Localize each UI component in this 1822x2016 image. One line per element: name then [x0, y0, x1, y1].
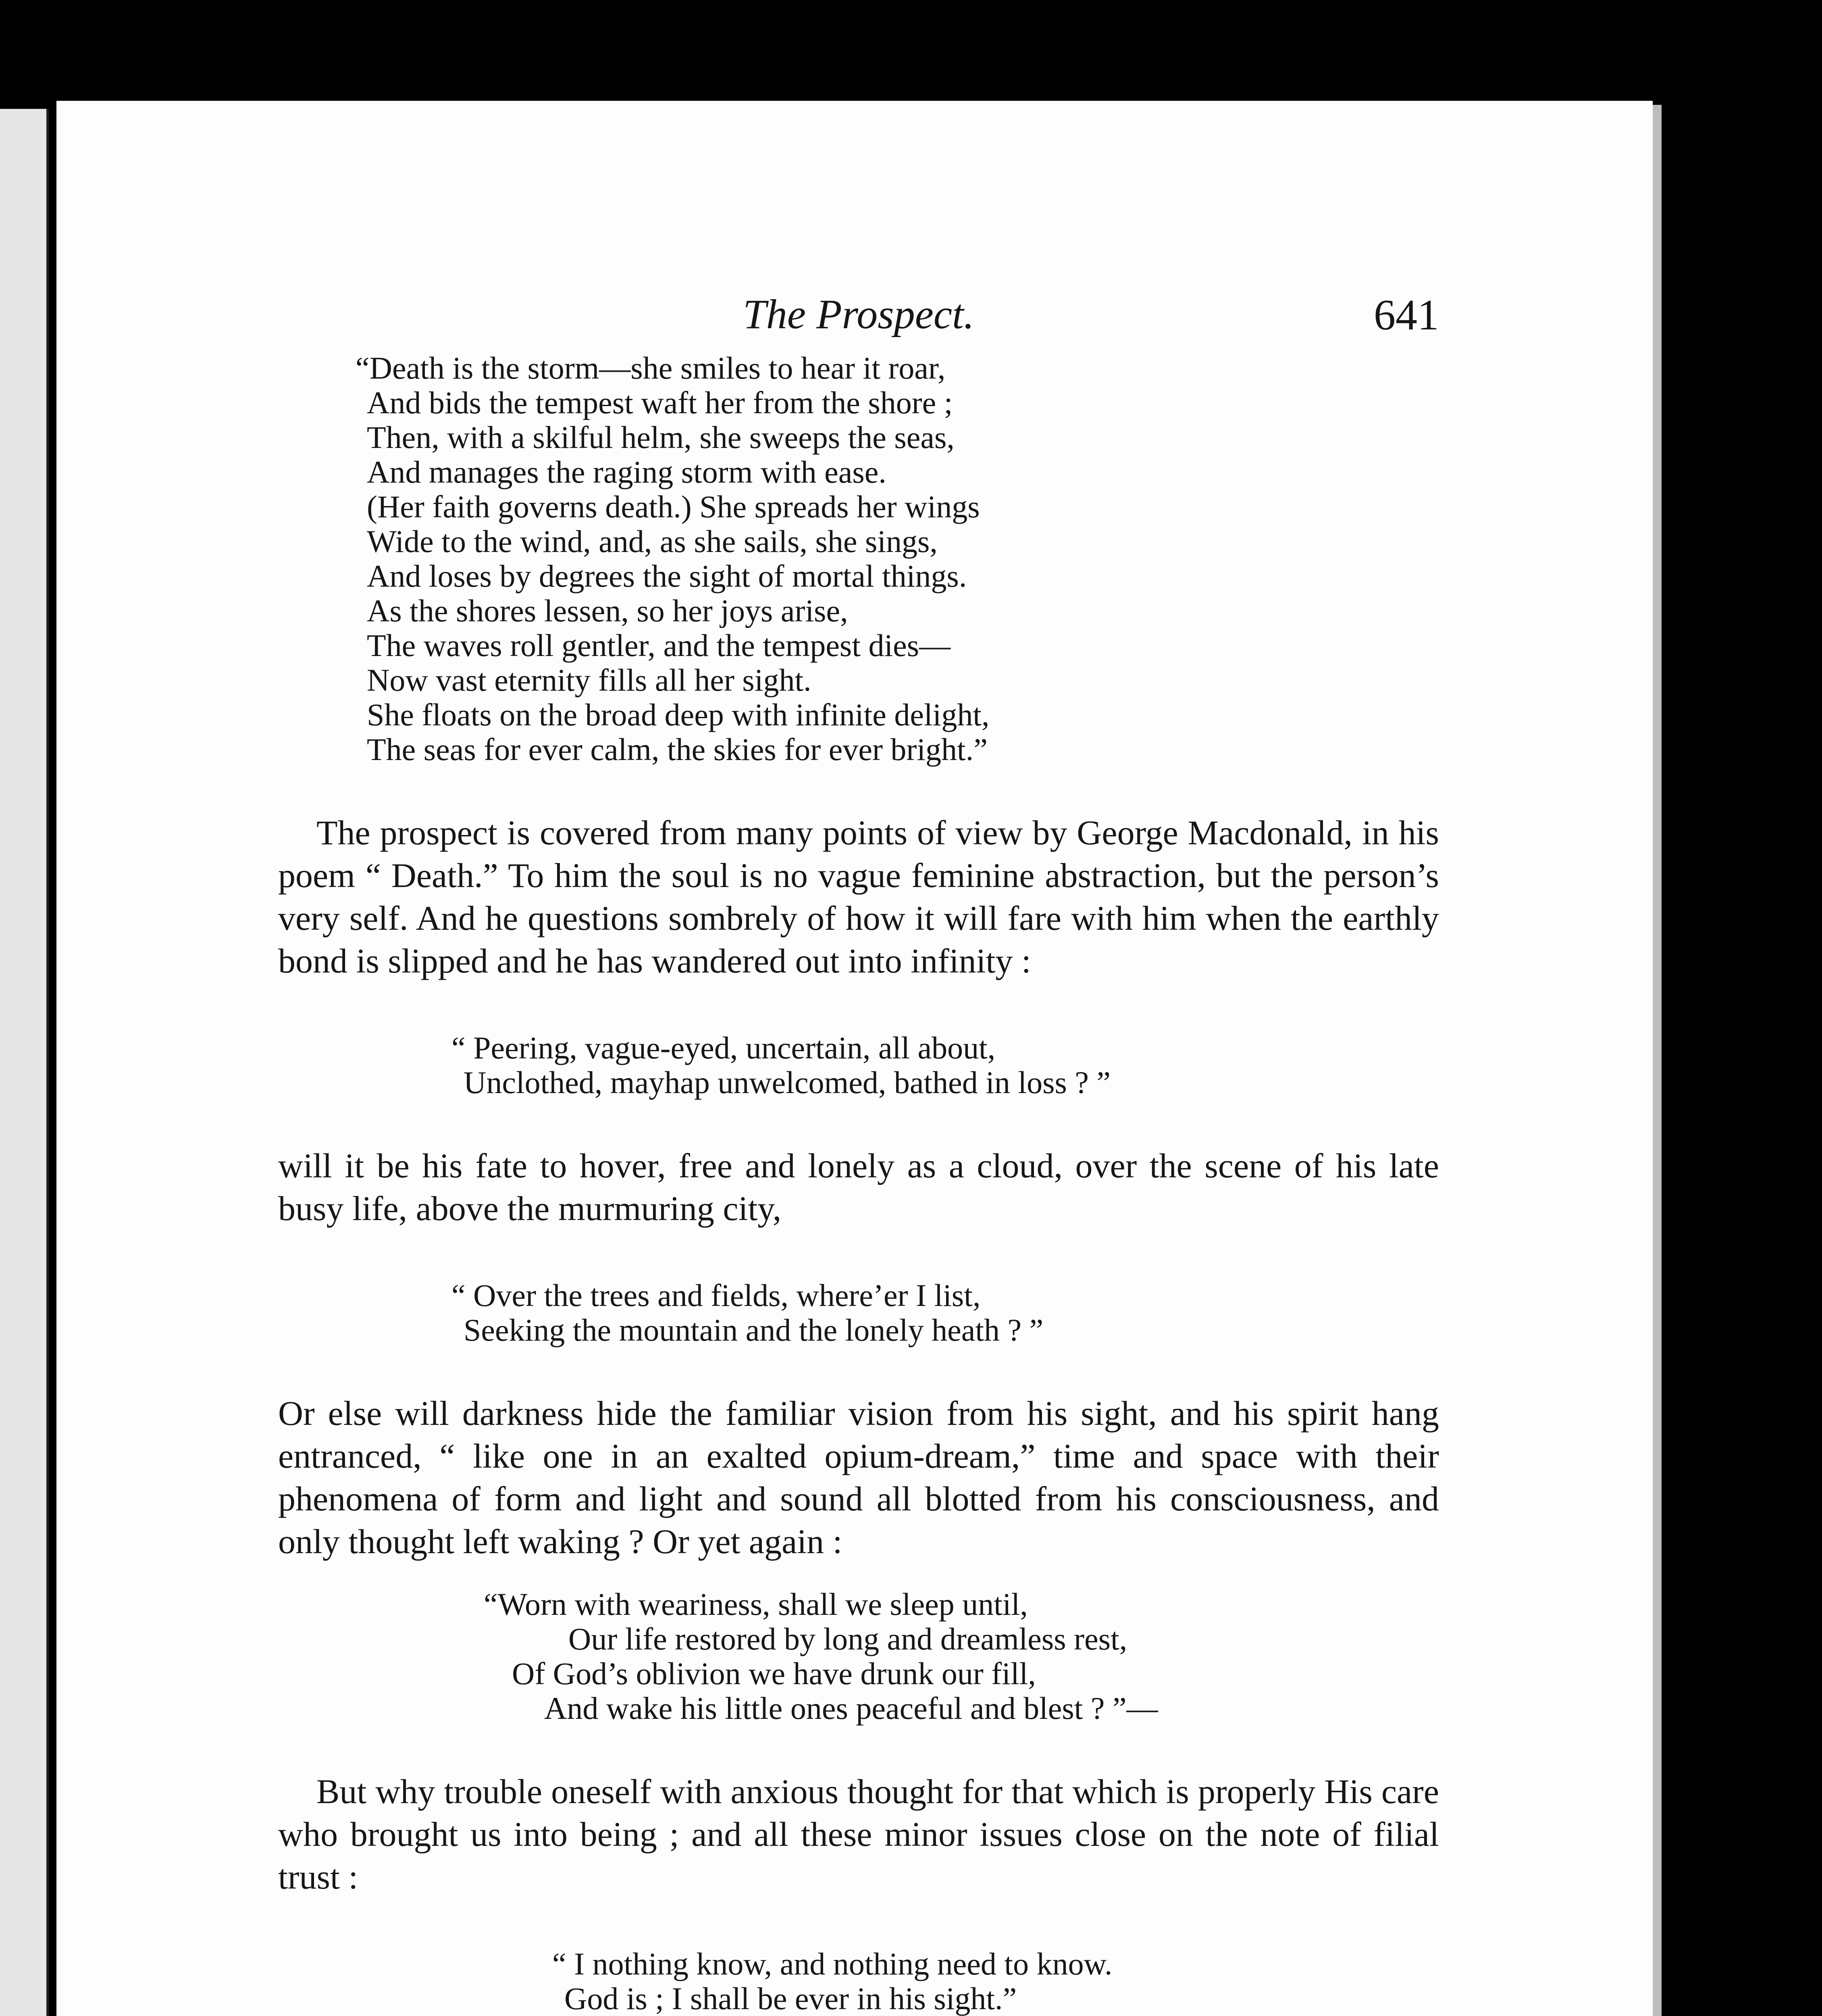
verse-line: “Death is the storm—she smiles to hear it roar,	[356, 350, 946, 385]
page-content	[278, 290, 1439, 2016]
verse-line: She floats on the broad deep with infinite delight,	[367, 697, 990, 732]
paragraph: will it be his fate to hover, free and lonely as a cloud, over the scene of his late busy life, above the murmuring city,	[278, 1146, 1439, 1228]
page-number: 641	[1374, 291, 1439, 339]
verse-line: And manages the raging storm with ease.	[367, 454, 886, 489]
verse-line: As the shores lessen, so her joys arise,	[367, 593, 848, 628]
verse-line: Of God’s oblivion we have drunk our fill,	[512, 1656, 1036, 1691]
paragraph: Or else will darkness hide the familiar vision from his sight, and his spirit hang entranced, “ like one in an exalted opium-dream,” time and space with their phenomena of form and light and sound all blotted from his consciousness, and only thought left waking ? Or yet again :	[278, 1394, 1439, 1561]
paragraph: The prospect is covered from many points of view by George Macdonald, in his poem “ Death.” To him the soul is no vague feminine abstraction, but the person’s very self. And he questions sombrely of how it will fare with him when the earthly bond is slipped and he has wandered out into infinity :	[278, 813, 1439, 980]
verse-line: And bids the tempest waft her from the shore ;	[367, 385, 953, 420]
paragraph: But why trouble oneself with anxious thought for that which is properly His care who brought us into being ; and all these minor issues close on the note of filial trust :	[278, 1772, 1439, 1896]
verse-line: (Her faith governs death.) She spreads her wings	[367, 489, 980, 524]
page-header	[278, 290, 1439, 351]
verse-quote-peering	[451, 1030, 1439, 1100]
verse-line: “ Peering, vague-eyed, uncertain, all about,	[451, 1030, 996, 1065]
verse-quote-nothing-know	[552, 1946, 1439, 2016]
page-edge	[1653, 105, 1662, 2016]
verse-line: The waves roll gentler, and the tempest dies—	[367, 628, 951, 663]
verse-line: Unclothed, mayhap unwelcomed, bathed in loss ? ”	[464, 1065, 1111, 1100]
verse-line: Our life restored by long and dreamless rest,	[568, 1621, 1127, 1656]
verse-quote-death-storm	[356, 350, 1439, 767]
verse-line: Wide to the wind, and, as she sails, she sings,	[367, 524, 938, 559]
verse-line: The seas for ever calm, the skies for ever bright.”	[367, 732, 988, 767]
verse-quote-worn	[278, 1587, 1439, 1726]
verse-line: Now vast eternity fills all her sight.	[367, 662, 811, 698]
verse-line: “Worn with weariness, shall we sleep until,	[484, 1587, 1028, 1622]
verse-line: And loses by degrees the sight of mortal things.	[367, 558, 967, 594]
verse-line: Seeking the mountain and the lonely heath ? ”	[464, 1312, 1044, 1347]
verse-line: “ I nothing know, and nothing need to know.	[552, 1946, 1113, 1981]
verse-line: Then, with a skilful helm, she sweeps the seas,	[367, 420, 955, 455]
verse-line: “ Over the trees and fields, where’er I list,	[451, 1278, 981, 1313]
verse-quote-over-trees	[451, 1278, 1439, 1347]
facing-page-edge	[0, 109, 49, 2016]
running-head: The Prospect.	[743, 291, 974, 337]
verse-line: God is ; I shall be ever in his sight.”	[564, 1981, 1017, 2016]
verse-line: And wake his little ones peaceful and blest ? ”—	[544, 1691, 1158, 1726]
